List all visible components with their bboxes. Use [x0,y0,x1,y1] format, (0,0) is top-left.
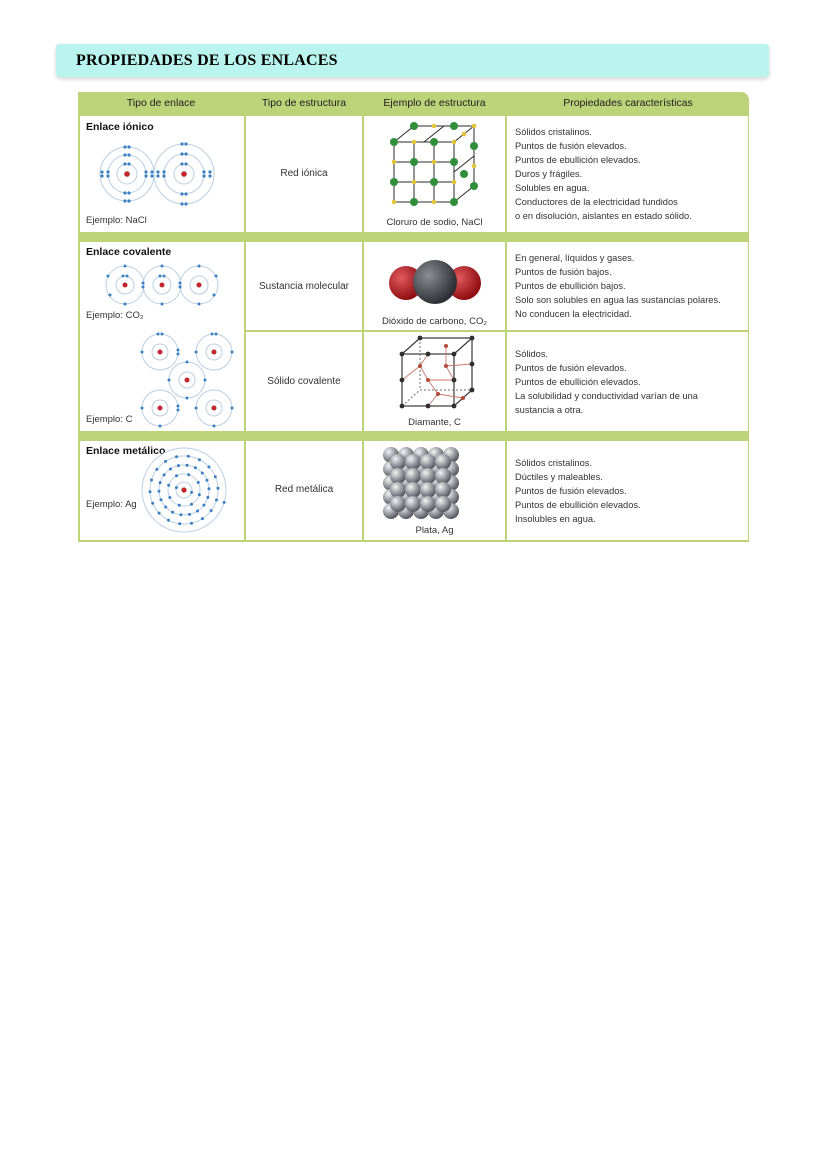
list-item: Puntos de ebullición bajos. [515,281,626,291]
cell-ionic-props [507,116,748,232]
page-title: PROPIEDADES DE LOS ENLACES [76,52,338,69]
metallic-example: Ejemplo: Ag [86,499,137,510]
metallic-structure-type: Red metálica [274,484,334,495]
list-item: Puntos de fusión elevados. [515,486,627,496]
diamond-caption: Diamante, C [408,417,461,428]
ionic-bond-title: Enlace iónico [86,121,154,133]
list-item: Puntos de ebullición elevados. [515,500,641,510]
list-item: Conductores de la electricidad fundidos [515,197,678,207]
cell-covalent-solid-props [507,332,748,431]
covalent-solid-props-list [515,347,744,417]
header-ejemplo-estructura: Ejemplo de estructura [383,97,486,109]
list-item: Sólidos cristalinos. [515,458,592,468]
cell-ionic-bond [80,116,244,232]
covalent-example-c: Ejemplo: C [86,414,133,425]
list-item: Puntos de ebullición elevados. [515,155,641,165]
list-item: No conducen la electricidad. [515,309,632,319]
list-item: En general, líquidos y gases. [515,253,635,263]
molecular-props-list [515,251,744,321]
ionic-structure-type: Red iónica [280,168,328,179]
list-item: Puntos de ebullición elevados. [515,377,641,387]
list-item: La solubilidad y conductividad varían de una [515,391,698,401]
list-item: Solo son solubles en agua las sustancias polares. [515,295,721,305]
cell-diamond-example [364,332,505,431]
silver-atom-diagram [80,441,244,540]
ionic-example: Ejemplo: NaCl [86,215,147,226]
covalent-solid-structure-type: Sólido covalente [267,376,341,387]
cell-covalent-solid-structure [246,332,362,431]
ionic-props-list [515,125,744,223]
cell-silver-example [364,441,505,540]
silver-caption: Plata, Ag [415,525,454,536]
cell-ionic-structure [246,116,362,232]
metallic-props-list [515,456,744,526]
header-propiedades: Propiedades características [563,97,693,109]
list-item: Puntos de fusión elevados. [515,363,627,373]
header-tipo-enlace: Tipo de enlace [126,97,196,109]
co2-caption: Dióxido de carbono, CO₂ [381,316,488,327]
bonds-table [78,92,749,542]
cell-metallic-props [507,441,748,540]
diamond-lattice [364,332,505,417]
list-item: Solubles en agua. [515,183,590,193]
list-item: Insolubles en agua. [515,514,596,524]
silver-metal-lattice [364,441,505,523]
list-item: Sólidos cristalinos. [515,127,592,137]
cell-metallic-bond [80,441,244,540]
list-item: Dúctiles y maleables. [515,472,603,482]
cell-metallic-structure [246,441,362,540]
list-item: Sólidos. [515,349,549,359]
list-item: Puntos de fusión bajos. [515,267,612,277]
title-bar [56,44,769,77]
cell-molecular-structure [246,242,362,330]
cell-covalent-bond [80,242,244,431]
molecular-structure-type: Sustancia molecular [258,281,350,292]
list-item: sustancia a otra. [515,405,584,415]
co2-molecule [364,242,505,312]
list-item: o en disolución, aislantes en estado sólido. [515,211,692,221]
covalent-bond-title: Enlace covalente [86,246,172,258]
nacl-crystal-lattice [364,116,505,216]
metallic-bond-title: Enlace metálico [86,445,166,457]
list-item: Puntos de fusión elevados. [515,141,627,151]
covalent-example-co2: Ejemplo: CO₂ [86,310,144,321]
list-item: Duros y frágiles. [515,169,583,179]
cell-ionic-example [364,116,505,232]
cell-co2-example [364,242,505,330]
ionic-caption: Cloruro de sodio, NaCl [386,217,483,228]
cell-molecular-props [507,242,748,330]
header-tipo-estructura: Tipo de estructura [261,97,347,109]
covalent-atom-diagrams [80,242,244,431]
